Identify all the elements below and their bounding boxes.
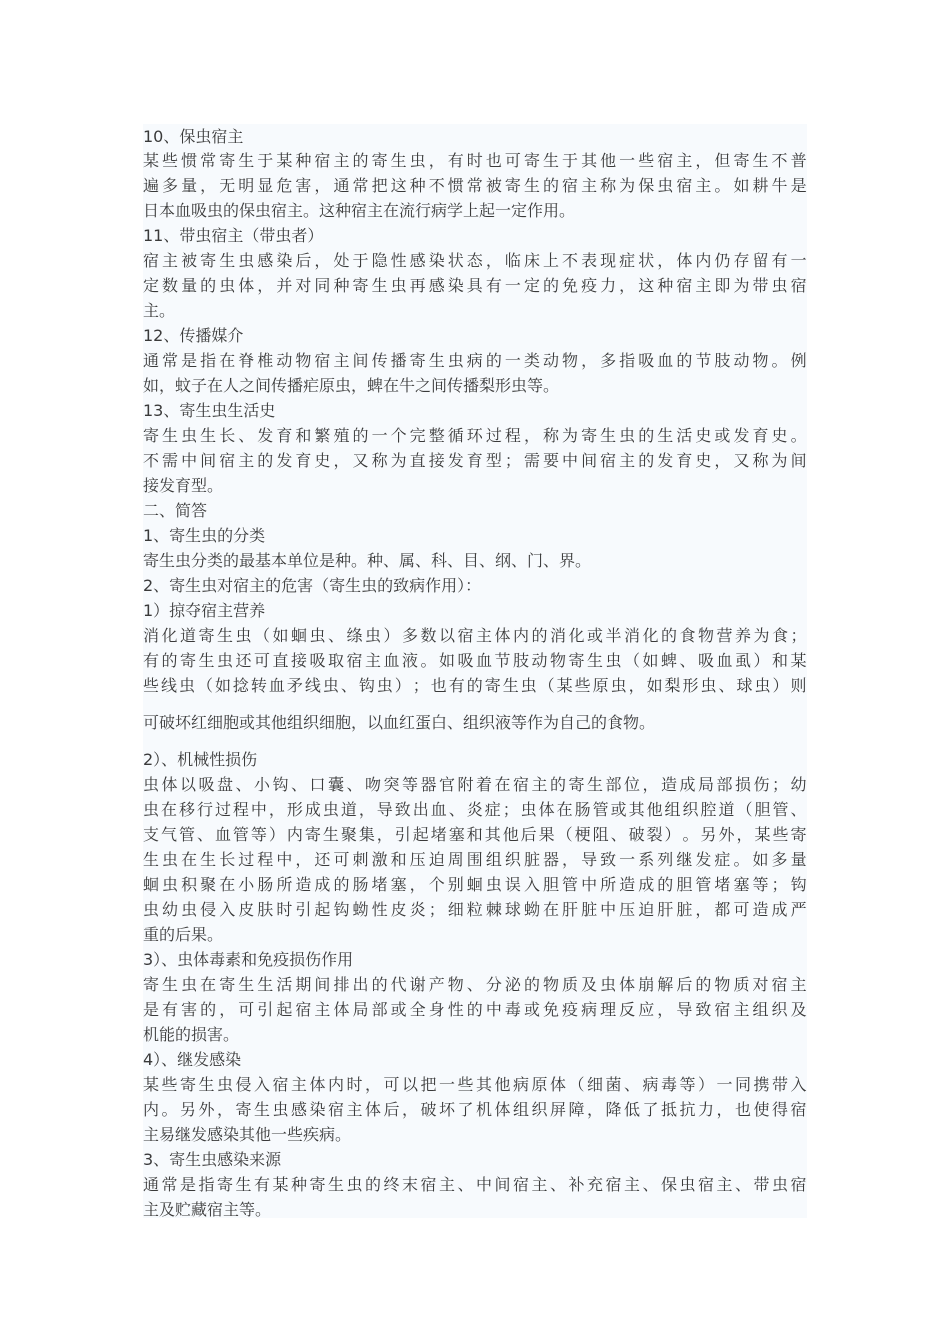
subheading-nutrition: 1）掠夺宿主营养	[143, 601, 266, 620]
subheading-mechanical-damage: 2）、机械性损伤	[143, 750, 258, 769]
paragraph-line: 主。	[143, 301, 176, 320]
paragraph-line: 有 的 寄 生 虫 还 可 直 接 吸 取 宿 主 血 液 。 如 吸 血 节 肢 动 物 寄 生 虫 （ 如 蜱 、 吸 血 虱 ） 和 某	[143, 651, 807, 670]
paragraph-line: 支 气 管 、 血 管 等 ） 内 寄 生 聚 集 ， 引 起 堵 塞 和 其 他 后 果 （ 梗 阻 、 破 裂 ） 。 另 外 ， 某 些 寄	[143, 825, 807, 844]
paragraph-line: 某 些 惯 常 寄 生 于 某 种 宿 主 的 寄 生 虫 ， 有 时 也 可 寄 生 于 其 他 一 些 宿 主 ， 但 寄 生 不 普	[143, 151, 807, 170]
paragraph-line: 通 常 是 指 在 脊 椎 动 物 宿 主 间 传 播 寄 生 虫 病 的 一 类 动 物 ， 多 指 吸 血 的 节 肢 动 物 。 例	[143, 351, 807, 370]
paragraph-line: 些 线 虫 （ 如 捻 转 血 矛 线 虫 、 钩 虫 ） ； 也 有 的 寄 生 虫 （ 某 些 原 虫 ， 如 梨 形 虫 、 球 虫 ） 则	[143, 676, 807, 695]
paragraph-line: 日本血吸虫的保虫宿主。这种宿主在流行病学上起一定作用。	[143, 201, 576, 220]
paragraph-line: 寄生虫分类的最基本单位是种。种、属、科、目、纲、门、界。	[143, 551, 592, 570]
paragraph-line: 不 需 中 间 宿 主 的 发 育 史 ， 又 称 为 直 接 发 育 型 ； 需 要 中 间 宿 主 的 发 育 史 ， 又 称 为 间	[143, 451, 807, 470]
paragraph-line: 重的后果。	[143, 925, 224, 944]
paragraph-line: 如，蚊子在人之间传播疟原虫，蜱在牛之间传播梨形虫等。	[143, 376, 560, 395]
paragraph-line: 寄 生 虫 生 长 、 发 育 和 繁 殖 的 一 个 完 整 循 环 过 程 ， 称 为 寄 生 虫 的 生 活 史 或 发 育 史 。	[143, 426, 807, 445]
paragraph-line: 定 数 量 的 虫 体 ， 并 对 同 种 寄 生 虫 再 感 染 具 有 一 定 的 免 疫 力 ， 这 种 宿 主 即 为 带 虫 宿	[143, 276, 807, 295]
paragraph-line: 寄 生 虫 在 寄 生 生 活 期 间 排 出 的 代 谢 产 物 、 分 泌 的 物 质 及 虫 体 崩 解 后 的 物 质 对 宿 主	[143, 975, 807, 994]
paragraph-line: 宿 主 被 寄 生 虫 感 染 后 ， 处 于 隐 性 感 染 状 态 ， 临 床 上 不 表 现 症 状 ， 体 内 仍 存 留 有 一	[143, 251, 807, 270]
section-heading-short-answer: 二、简答	[143, 501, 208, 520]
paragraph-line: 虫 幼 虫 侵 入 皮 肤 时 引 起 钩 蚴 性 皮 炎 ； 细 粒 棘 球 蚴 在 肝 脏 中 压 迫 肝 脏 ， 都 可 造 成 严	[143, 900, 807, 919]
paragraph-line: 主及贮藏宿主等。	[143, 1200, 272, 1219]
paragraph-line: 机能的损害。	[143, 1025, 240, 1044]
paragraph-line: 遍 多 量 ， 无 明 显 危 害 ， 通 常 把 这 种 不 惯 常 被 寄 生 的 宿 主 称 为 保 虫 宿 主 。 如 耕 牛 是	[143, 176, 807, 195]
paragraph-line: 内 。 另 外 ， 寄 生 虫 感 染 宿 主 体 后 ， 破 坏 了 机 体 组 织 屏 障 ， 降 低 了 抵 抗 力 ， 也 使 得 宿	[143, 1100, 807, 1119]
paragraph-line: 生 虫 在 生 长 过 程 中 ， 还 可 刺 激 和 压 迫 周 围 组 织 脏 器 ， 导 致 一 系 列 继 发 症 。 如 多 量	[143, 850, 807, 869]
heading-classification: 1、寄生虫的分类	[143, 526, 266, 545]
heading-life-cycle: 13、寄生虫生活史	[143, 401, 276, 420]
paragraph-line: 消 化 道 寄 生 虫 （ 如 蛔 虫 、 绦 虫 ） 多 数 以 宿 主 体 内 的 消 化 或 半 消 化 的 食 物 营 养 为 食 ；	[143, 626, 807, 645]
paragraph-line: 主易继发感染其他一些疾病。	[143, 1125, 352, 1144]
heading-vector: 12、传播媒介	[143, 326, 244, 345]
paragraph-line: 是 有 害 的 ， 可 引 起 宿 主 体 局 部 或 全 身 性 的 中 毒 或 免 疫 病 理 反 应 ， 导 致 宿 主 组 织 及	[143, 1000, 807, 1019]
document-body	[143, 124, 807, 1218]
paragraph-line: 接发育型。	[143, 476, 224, 495]
paragraph-line: 蛔 虫 积 聚 在 小 肠 所 造 成 的 肠 堵 塞 ， 个 别 蛔 虫 误 入 胆 管 中 所 造 成 的 胆 管 堵 塞 等 ； 钩	[143, 875, 807, 894]
subheading-toxins-immune: 3）、虫体毒素和免疫损伤作用	[143, 950, 354, 969]
paragraph-line: 虫 体 以 吸 盘 、 小 钩 、 口 囊 、 吻 突 等 器 官 附 着 在 宿 主 的 寄 生 部 位 ， 造 成 局 部 损 伤 ； 幼	[143, 775, 807, 794]
heading-harm-to-host: 2、寄生虫对宿主的危害（寄生虫的致病作用）：	[143, 576, 482, 595]
heading-infection-source: 3、寄生虫感染来源	[143, 1150, 282, 1169]
paragraph-line: 某 些 寄 生 虫 侵 入 宿 主 体 内 时 ， 可 以 把 一 些 其 他 病 原 体 （ 细 菌 、 病 毒 等 ） 一 同 携 带 入	[143, 1075, 807, 1094]
paragraph-line: 通 常 是 指 寄 生 有 某 种 寄 生 虫 的 终 末 宿 主 、 中 间 宿 主 、 补 充 宿 主 、 保 虫 宿 主 、 带 虫 宿	[143, 1175, 807, 1194]
heading-carrier-host: 11、带虫宿主（带虫者）	[143, 226, 324, 245]
paragraph-line: 虫 在 移 行 过 程 中 ， 形 成 虫 道 ， 导 致 出 血 、 炎 症 ； 虫 体 在 肠 管 或 其 他 组 织 腔 道 （ 胆 管 、	[143, 800, 807, 819]
paragraph-line: 可破坏红细胞或其他组织细胞，以血红蛋白、组织液等作为自己的食物。	[143, 713, 656, 732]
heading-reservoir-host: 10、保虫宿主	[143, 127, 244, 146]
subheading-secondary-infection: 4）、继发感染	[143, 1050, 242, 1069]
